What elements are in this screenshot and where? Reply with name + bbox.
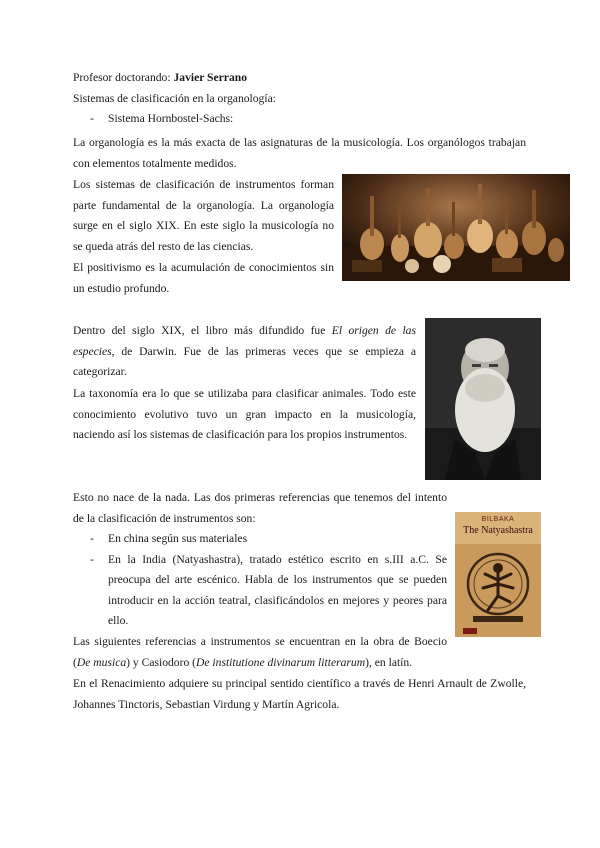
boecio-text-a: Las siguientes referencias a instrumentos se encuentran en la obra de Boecio ( [73, 635, 447, 669]
darwin-portrait [425, 318, 541, 480]
paragraph-darwin [73, 321, 416, 383]
boecio-text-c: ), en latín. [365, 655, 413, 669]
boecio-text-b: ) y Casiodoro ( [126, 655, 197, 669]
darwin-text-b: , de Darwin. Fue de las primeras veces que se empieza a categorizar. [73, 344, 416, 379]
portrait-illustration [425, 318, 541, 480]
paragraph-taxonomia: La taxonomía era lo que se utilizaba para clasificar animales. Todo este conocimiento evolutivo tuvo un gran impacto en la musicología, naciendo así los sistemas de clasificación para los propios instrumentos. [73, 387, 416, 442]
book-series: BILBAKA [481, 516, 515, 523]
paragraph-intro: Esto no nace de la nada. Las dos primeras referencias que tenemos del intento de la clasificación de instrumentos son: [73, 491, 447, 525]
bullet-text: Sistema Hornbostel-Sachs: [108, 112, 234, 126]
darwin-book-title: El origen de las especies [73, 324, 416, 358]
darwin-text-a: Dentro del siglo XIX, el libro más difundido fue [73, 324, 332, 337]
book-title: The Natyashastra [463, 525, 533, 536]
author-prefix: Profesor doctorando: [73, 71, 174, 84]
work-de-musica: De musica [76, 655, 127, 669]
work-de-institutione: De institutione divinarum litterarum [196, 655, 366, 669]
references-list [73, 529, 447, 632]
dash-glyph: - [90, 532, 94, 545]
paragraph-renacimiento: En el Renacimiento adquiere su principal sentido científico a través de Henri Arnault de Zwolle, Johannes Tinctoris, Sebastian Virdung y Martín Agricola. [73, 677, 526, 711]
paragraph-boecio [73, 632, 447, 673]
list-item-text: En china según sus materiales [108, 532, 248, 545]
document-subtitle: Sistemas de clasificación en la organología: [73, 91, 276, 105]
list-item-text: En la India (Natyashastra), tratado estético escrito en s.III a.C. Se preocupa del arte escénico. Habla de los instrumentos que se pueden introducir en la acción teatral, clasificándolos en mejores y peores para ello. [108, 552, 447, 628]
list-item-india [73, 550, 447, 632]
instruments-illustration [342, 174, 570, 281]
bullet-hornbostel [73, 109, 528, 130]
paragraph-positivismo: El positivismo es la acumulación de conocimientos sin un estudio profundo. [73, 261, 334, 295]
header-block [73, 68, 528, 130]
instruments-photo [342, 174, 570, 281]
paragraph-sistemas: Los sistemas de clasificación de instrumentos forman parte fundamental de la organología. La organología surge en el siglo XIX. En este siglo la musicología no se queda atrás del resto de las ciencias. [73, 178, 334, 253]
author-line [73, 68, 528, 89]
natyashastra-book-cover [455, 512, 541, 637]
paragraph-organologia: La organología es la más exacta de las asignaturas de la musicología. Los organólogos trabajan con elementos totalmente medidos. [73, 136, 526, 170]
nataraja-icon [455, 544, 541, 637]
list-item-china [73, 529, 447, 550]
dash-glyph: - [90, 112, 94, 126]
author-name: Javier Serrano [173, 71, 247, 84]
dash-glyph: - [90, 552, 94, 566]
